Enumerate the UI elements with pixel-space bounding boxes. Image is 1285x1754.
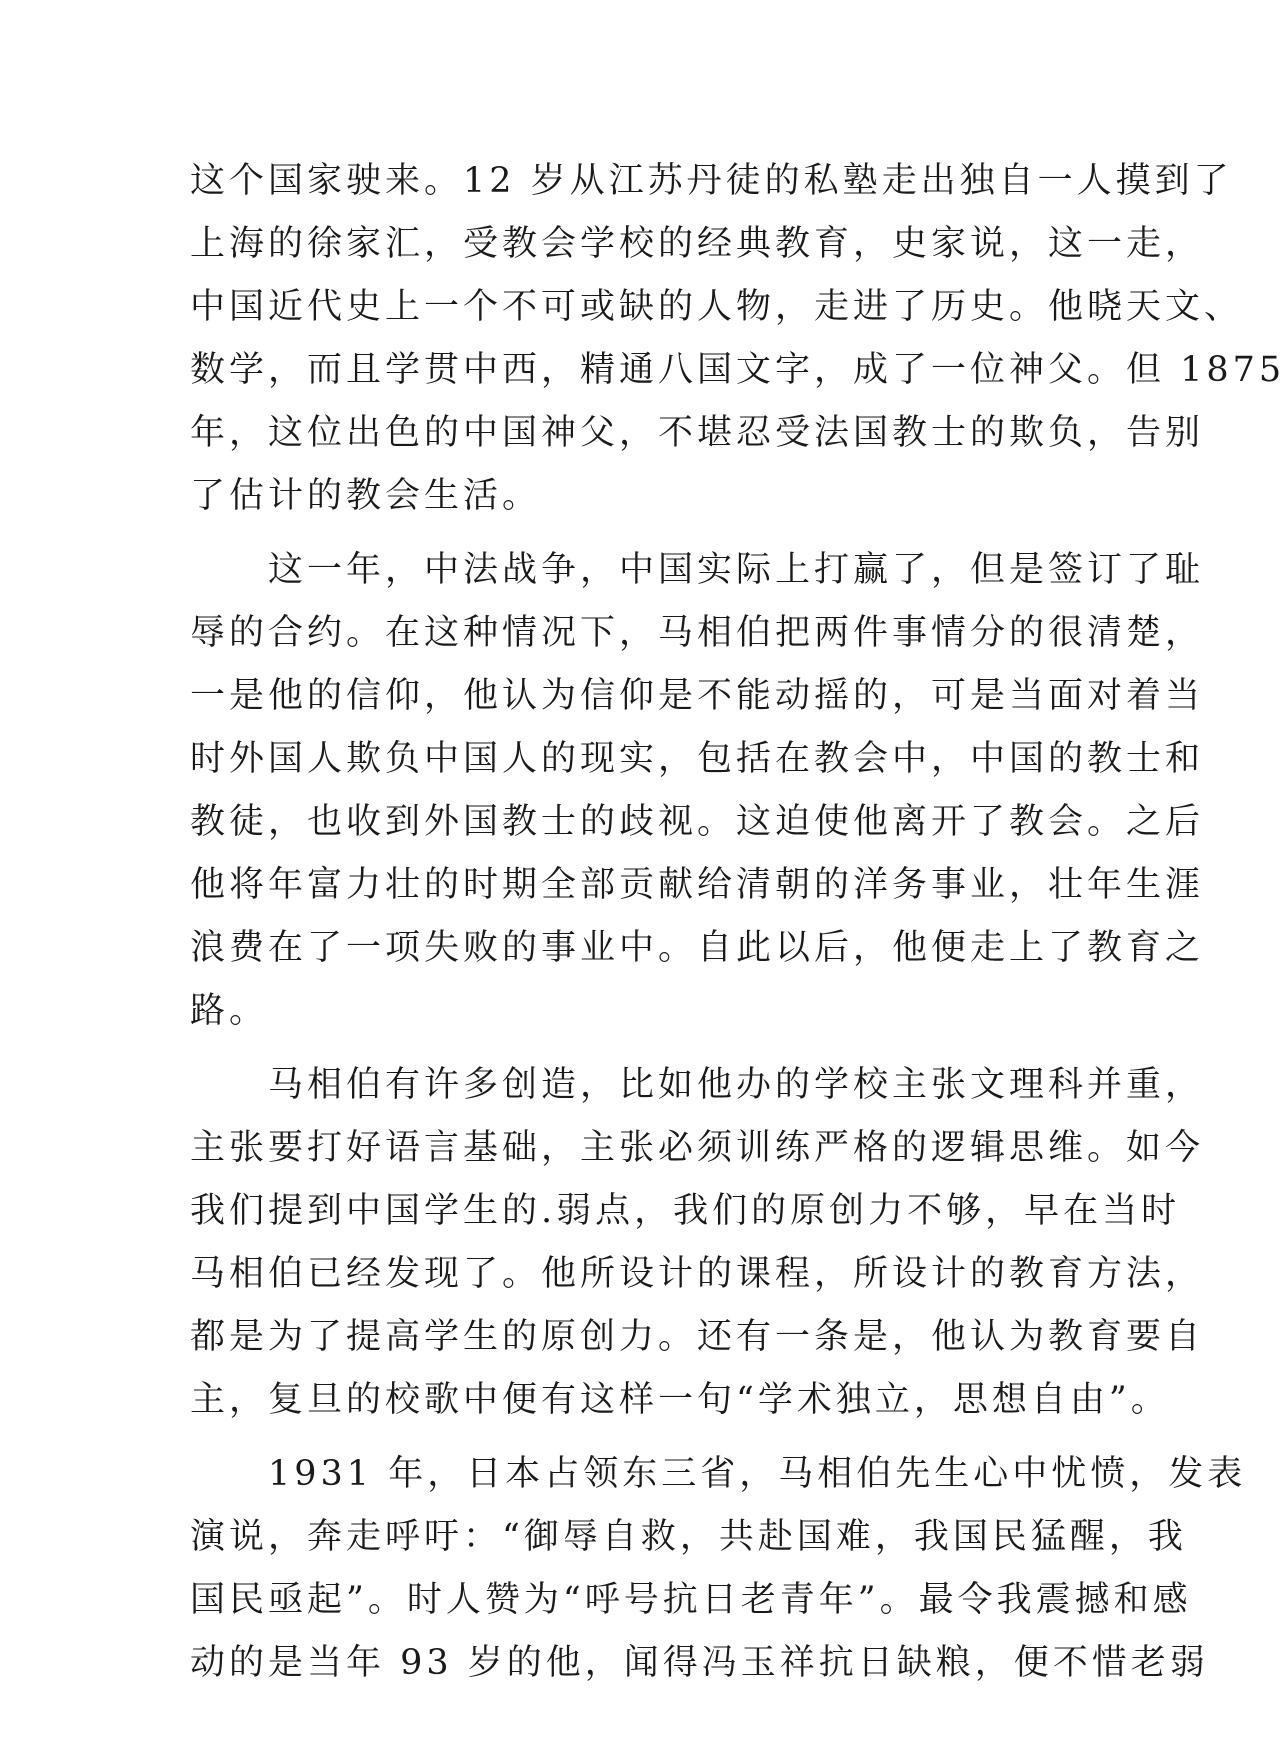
text-line: 都是为了提高学生的原创力。还有一条是，他认为教育要自	[190, 1317, 1205, 1357]
text-line: 这一年，中法战争，中国实际上打赢了，但是签订了耻	[190, 550, 1205, 590]
text-line: 马相伯有许多创造，比如他办的学校主张文理科并重，	[190, 1065, 1205, 1105]
paragraph-3	[190, 1054, 1205, 1432]
text-line: 国民亟起”。时人赞为“呼号抗日老青年”。最令我震撼和感	[190, 1580, 1192, 1620]
paragraph-2	[190, 539, 1205, 1043]
text-line: 路。	[190, 991, 269, 1031]
paragraph-gap	[190, 1432, 1050, 1443]
text-line: 动的是当年 93 岁的他，闻得冯玉祥抗日缺粮，便不惜老弱	[190, 1643, 1209, 1683]
document-body	[190, 150, 1285, 1695]
text-line: 演说，奔走呼吁：“御辱自救，共赴国难，我国民猛醒，我	[190, 1517, 1187, 1557]
text-line: 浪费在了一项失败的事业中。自此以后，他便走上了教育之	[190, 928, 1205, 968]
text-line: 他将年富力壮的时期全部贡献给清朝的洋务事业，壮年生涯	[190, 865, 1205, 905]
text-line: 了估计的教会生活。	[190, 476, 542, 516]
paragraph-gap	[190, 528, 1050, 539]
paragraph-gap	[190, 1043, 1050, 1054]
text-line: 主，复旦的校歌中便有这样一句“学术独立，思想自由”。	[190, 1380, 1170, 1420]
text-line: 上海的徐家汇，受教会学校的经典教育，史家说，这一走，	[190, 224, 1205, 264]
text-line: 辱的合约。在这种情况下，马相伯把两件事情分的很清楚，	[190, 613, 1205, 653]
text-line: 主张要打好语言基础，主张必须训练严格的逻辑思维。如今	[190, 1128, 1205, 1168]
text-line: 数学，而且学贯中西，精通八国文字，成了一位神父。但 1875	[190, 350, 1285, 390]
text-line: 我们提到中国学生的.弱点，我们的原创力不够，早在当时	[190, 1191, 1181, 1231]
text-line: 教徒，也收到外国教士的歧视。这迫使他离开了教会。之后	[190, 802, 1205, 842]
text-line: 马相伯已经发现了。他所设计的课程，所设计的教育方法，	[190, 1254, 1205, 1294]
text-line: 这个国家驶来。12 岁从江苏丹徒的私塾走出独自一人摸到了	[190, 161, 1233, 201]
text-line: 1931 年，日本占领东三省，马相伯先生心中忧愤，发表	[190, 1454, 1247, 1494]
paragraph-1	[190, 150, 1285, 528]
text-line: 一是他的信仰，他认为信仰是不能动摇的，可是当面对着当	[190, 676, 1205, 716]
text-line: 年，这位出色的中国神父，不堪忍受法国教士的欺负，告别	[190, 413, 1205, 453]
text-line: 中国近代史上一个不可或缺的人物，走进了历史。他晓天文、	[190, 287, 1244, 327]
text-line: 时外国人欺负中国人的现实，包括在教会中，中国的教士和	[190, 739, 1205, 779]
paragraph-4	[190, 1443, 1247, 1695]
